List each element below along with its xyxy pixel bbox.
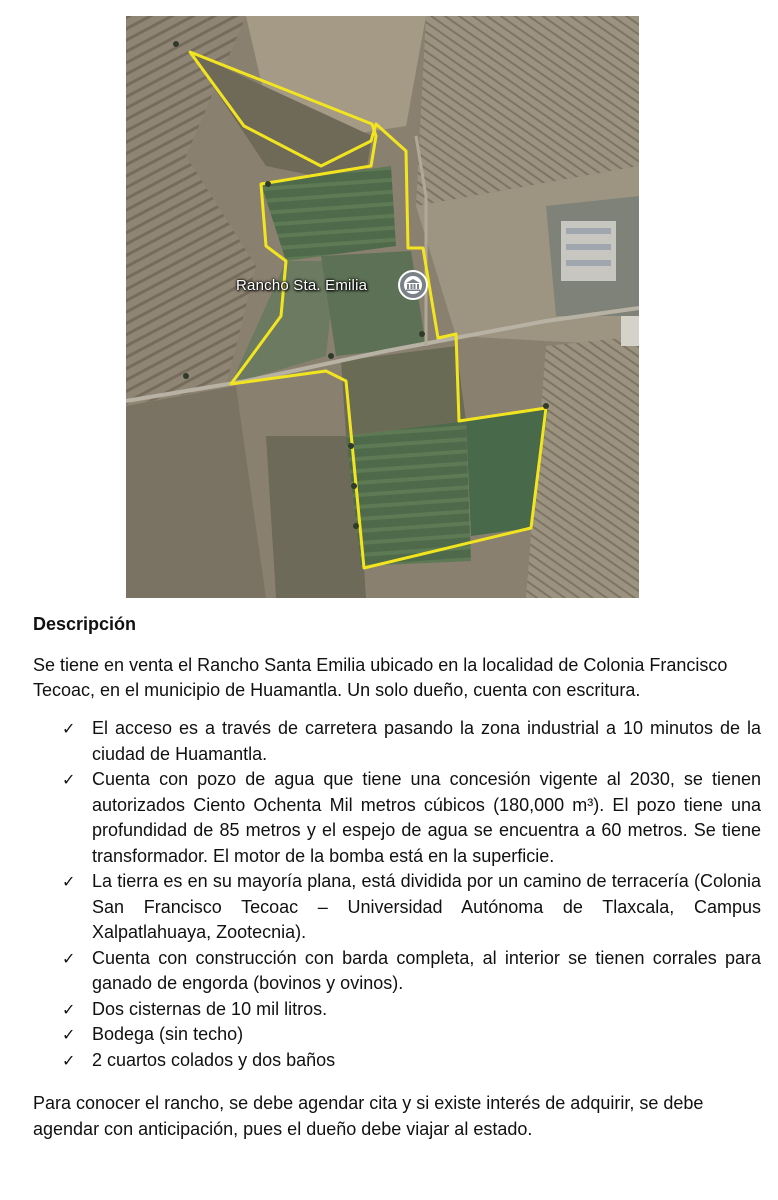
satellite-map xyxy=(126,16,639,598)
feature-list xyxy=(60,716,761,1073)
satellite-image xyxy=(126,16,639,598)
list-item xyxy=(60,997,761,1023)
list-item-text: Cuenta con construcción con barda completa, al interior se tienen corrales para ganado de engorda (bovinos y ovinos). xyxy=(92,947,761,993)
list-item xyxy=(60,716,761,767)
checkmark-icon: ✓ xyxy=(62,719,76,738)
section-heading: Descripción xyxy=(33,614,137,634)
checkmark-icon: ✓ xyxy=(62,1050,76,1070)
museum-pin-icon xyxy=(398,270,428,300)
closing-paragraph: Para conocer el rancho, se debe agendar cita y si existe interés de adquirir, se debe agendar con anticipación, pues el dueño debe viajar al estado. xyxy=(33,1093,704,1139)
checkmark-icon: ✓ xyxy=(62,770,76,789)
intro-paragraph: Se tiene en venta el Rancho Santa Emilia ubicado en la localidad de Colonia Francisco Tecoac, en el municipio de Huamantla. Un solo dueño, cuenta con escritura. xyxy=(33,655,728,700)
list-item-text: Dos cisternas de 10 mil litros. xyxy=(92,998,328,1019)
list-item-text: Cuenta con pozo de agua que tiene una concesión vigente al 2030, se tienen autorizados Ciento Ochenta Mil metros cúbicos (180,000 m³). El pozo tiene una profundidad de 85 metros y el espejo de agua se encuentra a 60 metros. Se tiene transformador. El motor de la bomba está en la superficie. xyxy=(92,769,761,866)
list-item xyxy=(60,767,761,869)
checkmark-icon: ✓ xyxy=(62,1025,76,1044)
checkmark-icon: ✓ xyxy=(62,999,76,1019)
list-item xyxy=(60,1048,761,1074)
map-place-label: Rancho Sta. Emilia xyxy=(236,277,368,294)
list-item-text: Bodega (sin techo) xyxy=(92,1024,244,1044)
list-item-text: El acceso es a través de carretera pasando la zona industrial a 10 minutos de la ciudad de Huamantla. xyxy=(92,718,761,764)
list-item xyxy=(60,1022,761,1048)
checkmark-icon: ✓ xyxy=(62,872,76,891)
checkmark-icon: ✓ xyxy=(62,948,76,968)
list-item-text: La tierra es en su mayoría plana, está dividida por un camino de terracería (Colonia San Francisco Tecoac – Universidad Autónoma de Tlaxcala, Campus Xalpatlahuaya, Zootecnia). xyxy=(92,871,761,942)
list-item-text: 2 cuartos colados y dos baños xyxy=(92,1049,336,1070)
list-item xyxy=(60,869,761,946)
list-item xyxy=(60,946,761,997)
